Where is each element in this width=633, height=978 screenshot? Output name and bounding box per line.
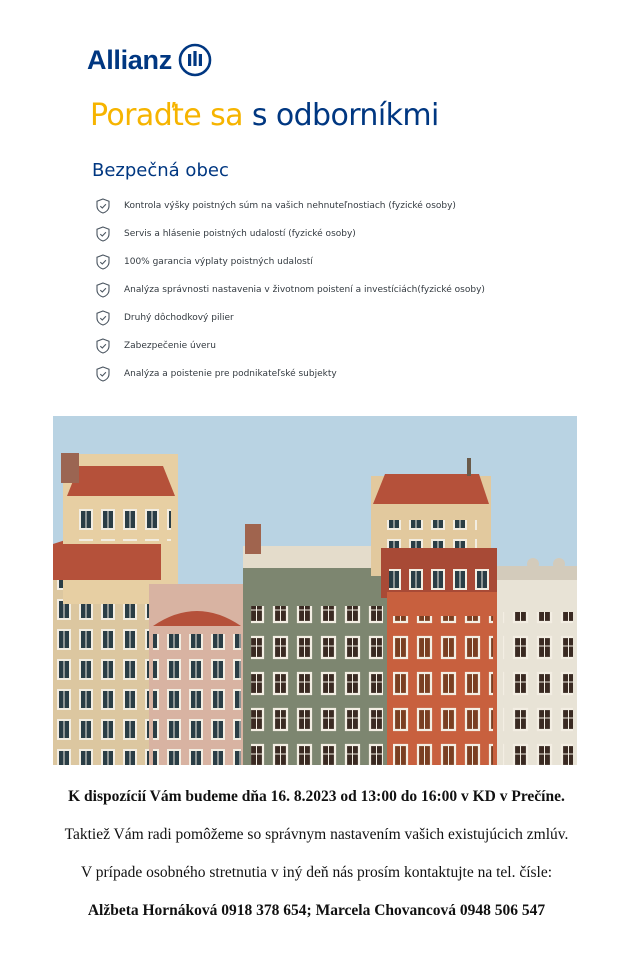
service-item	[96, 276, 485, 304]
services-list	[96, 192, 485, 388]
headline-part-yellow: Poraďte sa	[90, 98, 243, 133]
service-label: Zabezpečenie úveru	[124, 341, 216, 351]
shield-check-icon	[96, 198, 110, 214]
brand-name: Allianz	[87, 44, 172, 75]
allianz-logo	[87, 40, 212, 80]
shield-check-icon	[96, 254, 110, 270]
availability-note: K dispozícií Vám budeme dňa 16. 8.2023 od 13:00 do 16:00 v KD v Prečíne.	[68, 788, 565, 805]
service-label: Analýza a poistenie pre podnikateľské subjekty	[124, 369, 337, 379]
service-item	[96, 332, 485, 360]
section-title: Bezpečná obec	[92, 160, 229, 181]
shield-check-icon	[96, 282, 110, 298]
service-item	[96, 220, 485, 248]
service-item	[96, 248, 485, 276]
contact-persons: Alžbeta Hornáková 0918 378 654; Marcela Chovancová 0948 506 547	[87, 902, 546, 919]
allianz-eagle-pillars-icon	[178, 43, 212, 77]
townhouses-photo	[53, 416, 577, 765]
service-label: Druhý dôchodkový pilier	[124, 313, 234, 323]
event-notes	[0, 778, 633, 930]
headline	[90, 98, 439, 133]
service-label: 100% garancia výplaty poistných udalostí	[124, 257, 313, 267]
shield-check-icon	[96, 226, 110, 242]
service-label: Kontrola výšky poistných súm na vašich nehnuteľnostiach (fyzické osoby)	[124, 201, 456, 211]
service-item	[96, 360, 485, 388]
service-label: Analýza správnosti nastavenia v životnom poistení a investíciách(fyzické osoby)	[124, 285, 485, 295]
headline-part-blue: s odborníkmi	[251, 98, 439, 133]
service-label: Servis a hlásenie poistných udalostí (fyzické osoby)	[124, 229, 356, 239]
shield-check-icon	[96, 338, 110, 354]
shield-check-icon	[96, 366, 110, 382]
service-item	[96, 304, 485, 332]
contact-intro: V prípade osobného stretnutia v iný deň nás prosím kontaktujte na tel. čísle:	[80, 864, 553, 881]
shield-check-icon	[96, 310, 110, 326]
service-item	[96, 192, 485, 220]
contracts-note: Taktiež Vám radi pomôžeme so správnym nastavením vašich existujúcich zmlúv.	[64, 826, 569, 843]
